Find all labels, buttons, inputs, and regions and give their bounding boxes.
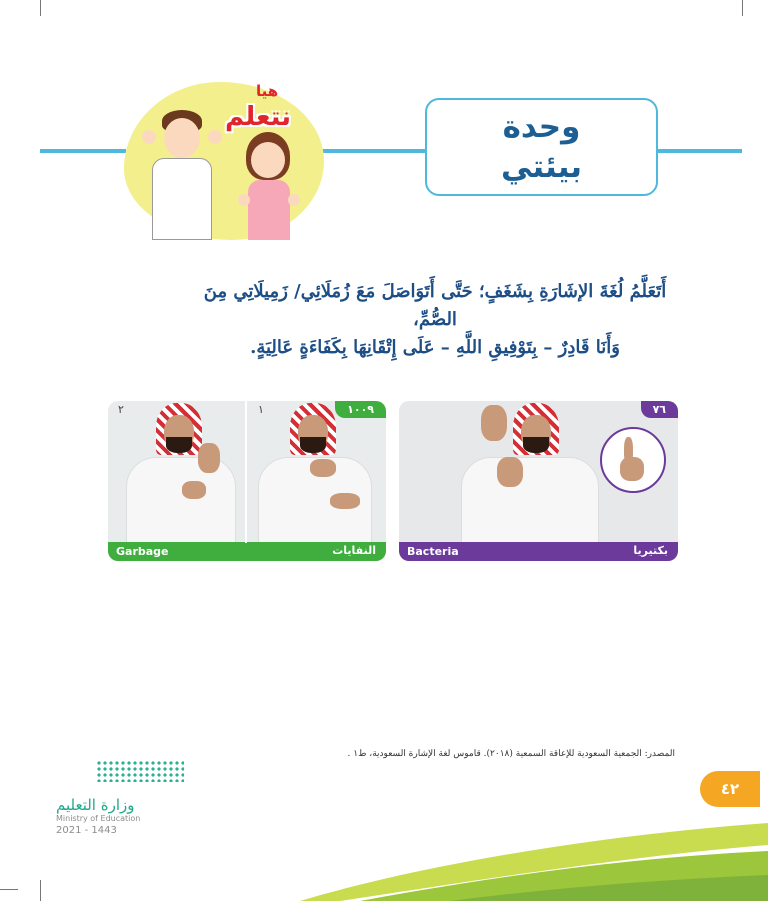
crop-mark (40, 880, 41, 901)
card-label-en: Bacteria (407, 545, 459, 558)
header-rule (318, 149, 428, 153)
logo-small-text: هيا (256, 82, 279, 100)
signer-photo-step-1 (250, 401, 380, 543)
card-label-ar: النفايات (332, 544, 376, 557)
logo-title-text: نتعلم (225, 102, 292, 132)
card-label-ar: بكتيريا (633, 544, 668, 557)
crop-mark (742, 0, 743, 16)
edition-year: 2021 - 1443 (56, 825, 117, 836)
intro-line-2: وَأَنَا قَادِرٌ – بِتَوْفِيقِ اللَّهِ – عَلَى إِتْقَانِهَا بِكَفَاءَةٍ عَالِيَةٍ. (250, 337, 620, 358)
source-citation: المصدر: الجمعية السعودية للإعاقة السمعية (٢٠١٨). قاموس لغة الإشارة السعودية، ط١ . (347, 749, 675, 759)
card-label-bar (399, 542, 678, 561)
card-label-bar (108, 542, 386, 561)
intro-paragraph (200, 278, 670, 362)
sign-code-tag: ٧٦ (641, 401, 678, 418)
header-rule (40, 149, 126, 153)
ministry-name-ar: وزارة التعليم (56, 796, 135, 814)
boy-illustration (140, 110, 220, 238)
signer-photo-step-2 (118, 401, 243, 543)
sign-code-tag: ١٠٠٩ (335, 401, 386, 418)
decorative-swoosh (300, 805, 768, 901)
girl-illustration (236, 132, 302, 240)
intro-line-1: أَتَعَلَّمُ لُغَةَ الإشَارَةِ بِشَغَفٍ؛ حَتَّى أَتَوَاصَلَ مَعَ زُمَلَائِي/ زَمِيلَاتِي مِنَ الصُّمِّ، (203, 281, 667, 330)
hand-closeup-inset (600, 427, 666, 493)
unit-title-line2: بيئتي (501, 149, 582, 185)
card-label-en: Garbage (116, 545, 169, 558)
ministry-logo-icon (96, 760, 184, 782)
crop-mark (0, 889, 18, 890)
crop-mark (40, 0, 41, 16)
unit-title-box (425, 98, 658, 196)
header-rule (656, 149, 742, 153)
ministry-name-en: Ministry of Education (56, 814, 141, 823)
card-divider (245, 401, 247, 543)
signer-photo (455, 401, 605, 543)
step-number-1: ١ (258, 403, 264, 416)
page-number: ٤٢ (700, 771, 760, 807)
sign-card-garbage (108, 401, 386, 561)
step-number-2: ٢ (118, 403, 124, 416)
unit-title-line1: وحدة (502, 109, 581, 145)
